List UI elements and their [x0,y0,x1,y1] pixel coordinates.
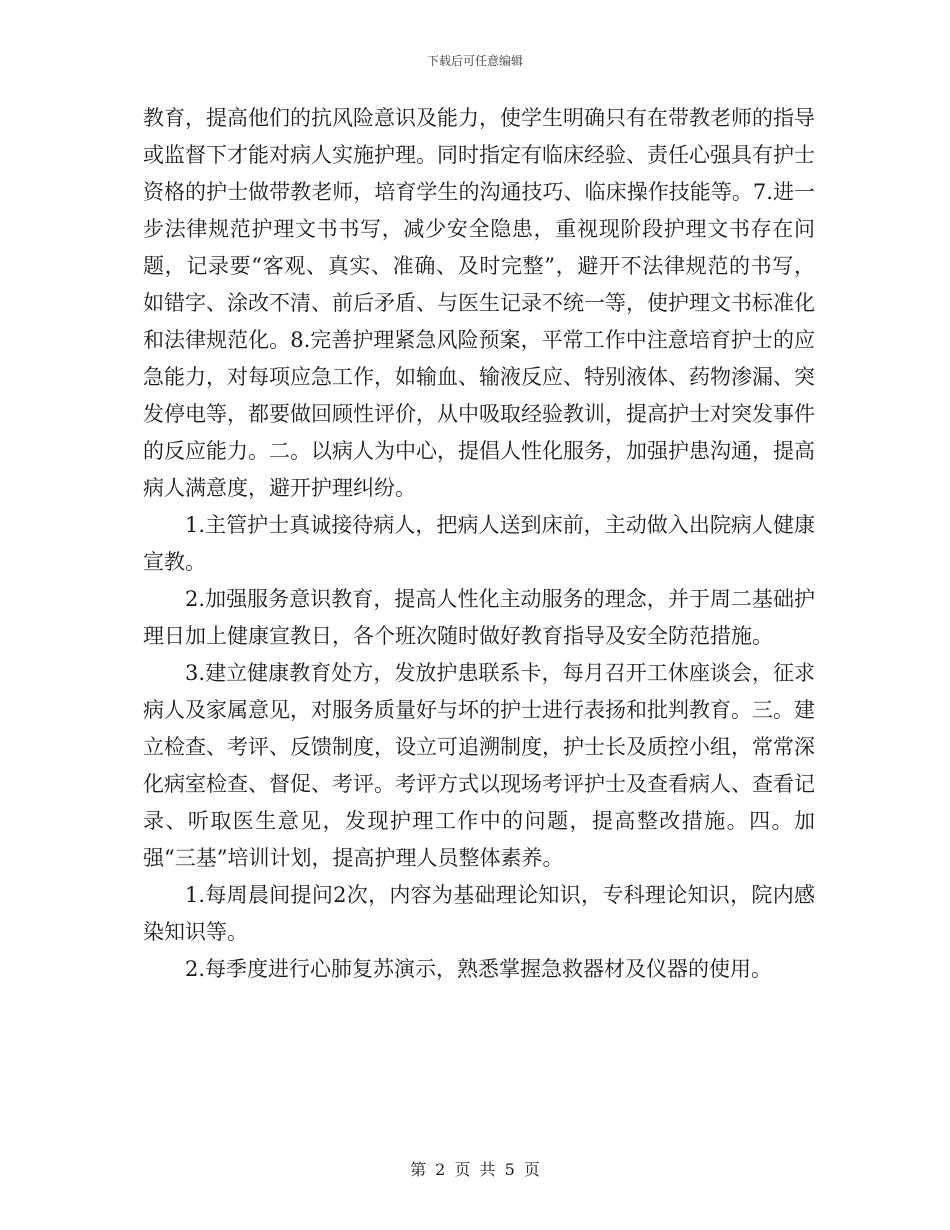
paragraph-4: 3.建立健康教育处方，发放护患联系卡，每月召开工休座谈会，征求病人及家属意见，对服务质量好与坏的护士进行表扬和批判教育。三。建立检查、考评、反馈制度，设立可追溯制度，护士长及质控小组，常常深化病室检查、督促、考评。考评方式以现场考评护士及查看病人、查看记录、听取医生意见，发现护理工作中的问题，提高整改措施。四。加强“三基”培训计划，提高护理人员整体素养。 [143,661,815,870]
page-number-footer: 第 2 页 共 5 页 [410,1160,540,1179]
paragraph-6: 2.每季度进行心肺复苏演示，熟悉掌握急救器材及仪器的使用。 [185,957,773,981]
paragraph-2: 1.主管护士真诚接待病人，把病人送到床前，主动做入出院病人健康宣教。 [143,513,815,574]
paragraph-1: 教育，提高他们的抗风险意识及能力，使学生明确只有在带教老师的指导或监督下才能对病人实施护理。同时指定有临床经验、责任心强具有护士资格的护士做带教老师，培育学生的沟通技巧、临床操作技能等。7.进一步法律规范护理文书书写，减少安全隐患，重视现阶段护理文书存在问题，记录要“客观、真实、准确、及时完整”，避开不法律规范的书写，如错字、涂改不清、前后矛盾、与医生记录不统一等，使护理文书标准化和法律规范化。8.完善护理紧急风险预案，平常工作中注意培育护士的应急能力，对每项应急工作，如输血、输液反应、特别液体、药物渗漏、突发停电等，都要做回顾性评价，从中吸取经验教训，提高护士对突发事件的反应能力。二。以病人为中心，提倡人性化服务，加强护患沟通，提高病人满意度，避开护理纠纷。 [143,106,815,500]
document-body [143,100,815,988]
paragraph-3: 2.加强服务意识教育，提高人性化主动服务的理念，并于周二基础护理日加上健康宣教日，各个班次随时做好教育指导及安全防范措施。 [143,587,815,648]
page-header: 下载后可任意编辑 [426,54,523,68]
paragraph-5: 1.每周晨间提问2次，内容为基础理论知识，专科理论知识，院内感染知识等。 [143,883,815,944]
